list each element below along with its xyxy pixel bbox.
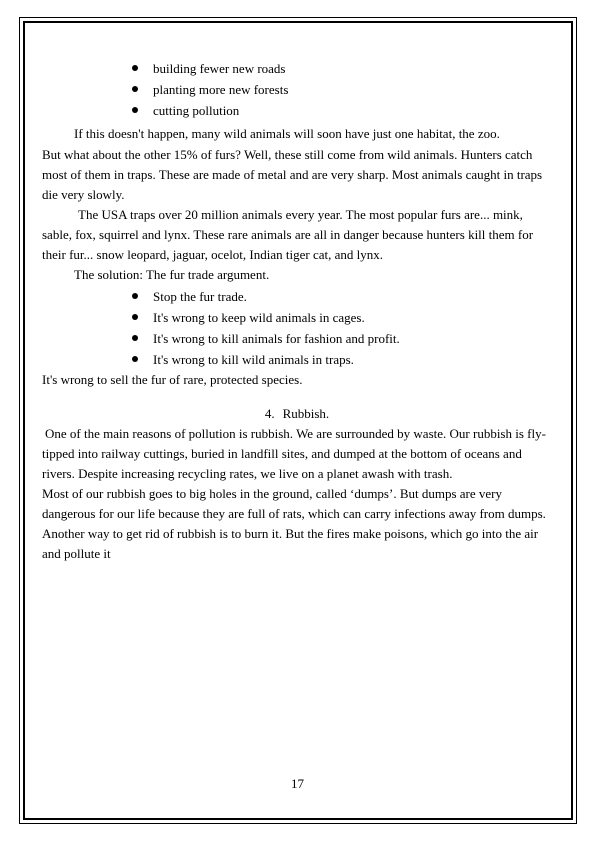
list-item-text: It's wrong to kill animals for fashion and profit. — [153, 331, 400, 346]
list-item-text: It's wrong to keep wild animals in cages. — [153, 310, 365, 325]
document-body — [42, 58, 552, 564]
section-title: Rubbish. — [282, 406, 330, 421]
list-item-text: cutting pollution — [153, 103, 240, 118]
list-item-text: It's wrong to kill wild animals in traps. — [153, 352, 354, 367]
list-item-text: planting more new forests — [153, 82, 289, 97]
list-item-text: building fewer new roads — [153, 61, 286, 76]
list-item — [132, 58, 552, 79]
section-heading — [42, 404, 552, 424]
list-item — [132, 307, 552, 328]
bullet-icon — [132, 65, 138, 71]
section-number: 4. — [264, 406, 275, 421]
bullet-icon — [132, 86, 138, 92]
bullet-icon — [132, 335, 138, 341]
paragraph-rubbish-1: One of the main reasons of pollution is rubbish. We are surrounded by waste. Our rubbish is fly-tipped into railway cuttings, buried in landfill sites, and dumped at the bottom of oceans and rivers. Despite increasing recycling rates, we live on a planet awash with trash. — [42, 426, 546, 481]
list-item — [132, 349, 552, 370]
bullet-list-fur-trade — [42, 286, 552, 370]
paragraph-habitat: If this doesn't happen, many wild animals will soon have just one habitat, the zoo. — [74, 126, 500, 141]
bullet-icon — [132, 356, 138, 362]
list-item — [132, 328, 552, 349]
bullet-icon — [132, 314, 138, 320]
list-item — [132, 79, 552, 100]
paragraph-usa: The USA traps over 20 million animals every year. The most popular furs are... mink, sable, fox, squirrel and lynx. These rare animals are all in danger because hunters kill them for their fur... snow leopard, jaguar, ocelot, Indian tiger cat, and lynx. — [42, 207, 534, 262]
paragraph-solution: The solution: The fur trade argument. — [74, 267, 270, 282]
bullet-icon — [132, 293, 138, 299]
page-number: 17 — [291, 776, 304, 791]
paragraph-rubbish-2: Most of our rubbish goes to big holes in the ground, called ‘dumps’. But dumps are very dangerous for our life because they are full of rats, which can carry infections away from dumps. Another way to get rid of rubbish is to burn it. But the fires make poisons, which go into the air and pollute it — [42, 486, 546, 561]
list-item — [132, 286, 552, 307]
bullet-list-conservation — [42, 58, 552, 121]
list-item-text: Stop the fur trade. — [153, 289, 247, 304]
paragraph-protected: It's wrong to sell the fur of rare, protected species. — [42, 372, 303, 387]
list-item — [132, 100, 552, 121]
bullet-icon — [132, 107, 138, 113]
paragraph-furs: But what about the other 15% of furs? Well, these still come from wild animals. Hunters catch most of them in traps. These are made of metal and are very sharp. Most animals caught in traps die very slowly. — [42, 147, 543, 202]
